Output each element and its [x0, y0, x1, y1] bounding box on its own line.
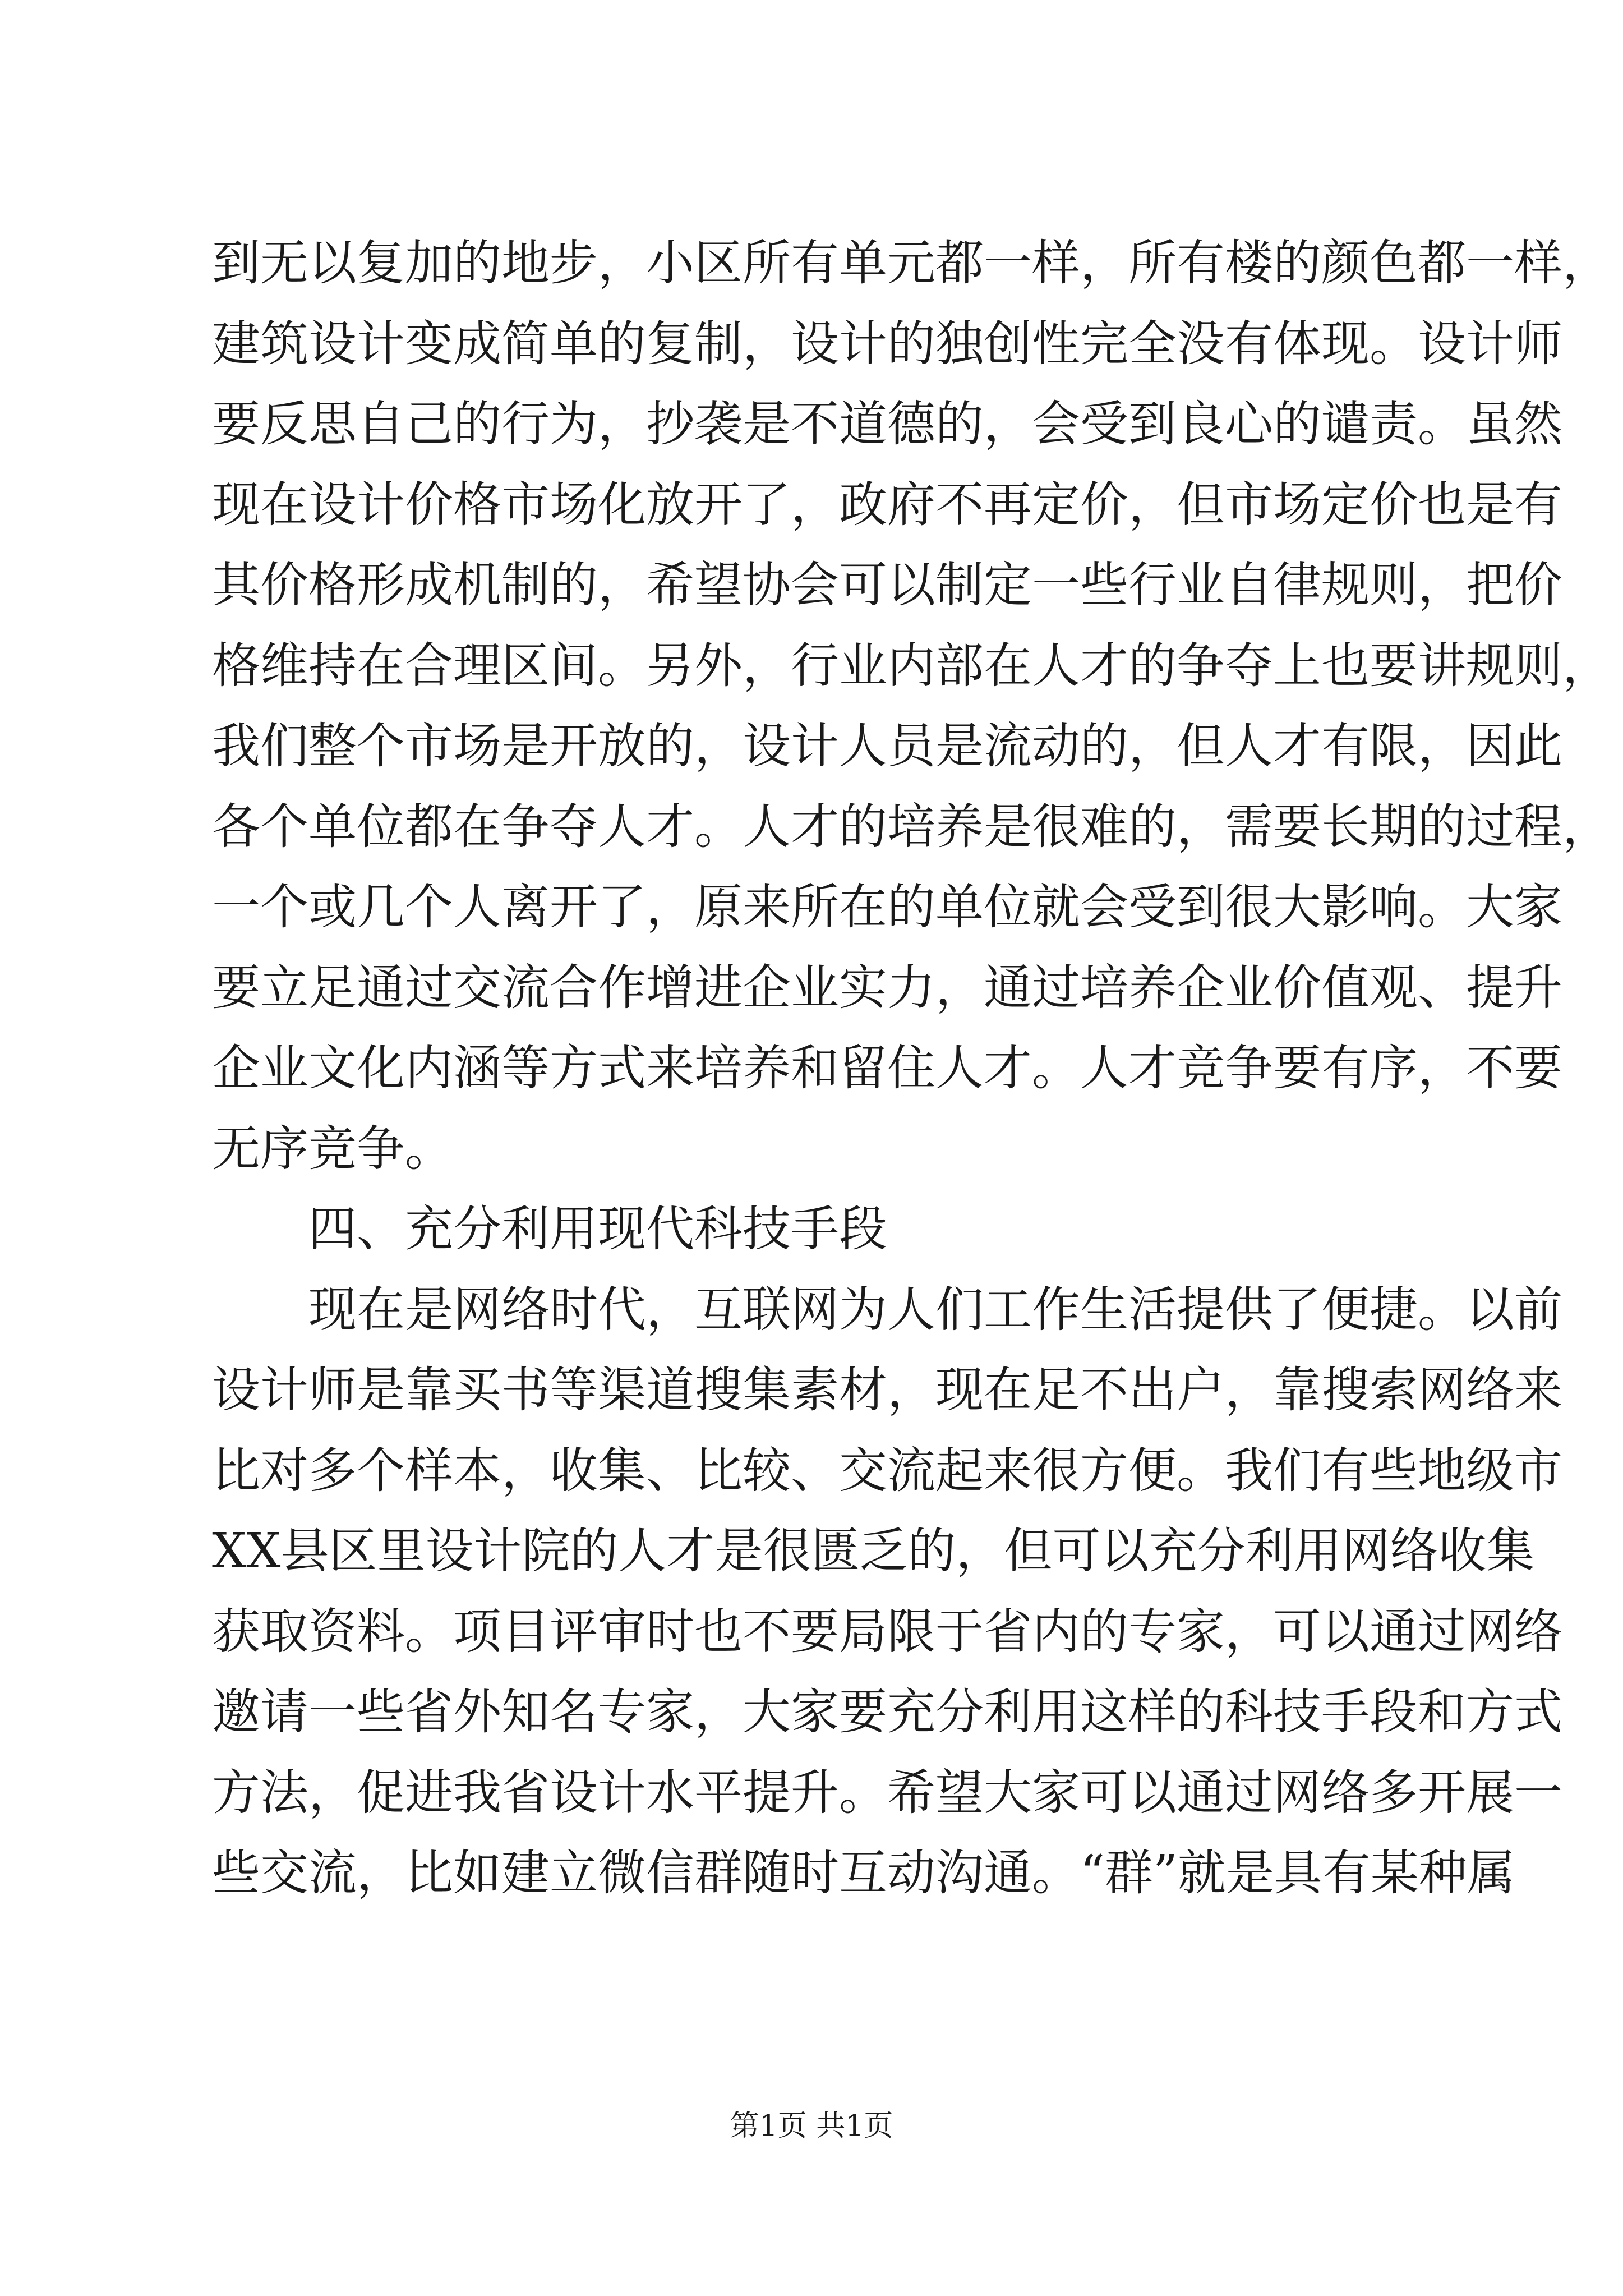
text-line: XX县区里设计院的人才是很匮乏的，但可以充分利用网络收集 [212, 1523, 1535, 1579]
text-line: 到无以复加的地步，小区所有单元都一样，所有楼的颜色都一样， [212, 235, 1611, 291]
text-line: 无序竞争。 [212, 1120, 453, 1177]
text-line: 获取资料。项目评审时也不要局限于省内的专家，可以通过网络 [212, 1603, 1562, 1660]
text-line: 各个单位都在争夺人才。人才的培养是很难的，需要长期的过程， [212, 798, 1611, 855]
text-line: 比对多个样本，收集、比较、交流起来很方便。我们有些地级市 [212, 1442, 1562, 1499]
section-heading: 四、充分利用现代科技手段 [308, 1201, 887, 1257]
text-line: 现在设计价格市场化放开了，政府不再定价，但市场定价也是有 [212, 476, 1562, 533]
paragraph-1 [212, 223, 1611, 1189]
body-text [212, 223, 1611, 1914]
text-line: 一个或几个人离开了，原来所在的单位就会受到很大影响。大家 [212, 879, 1562, 935]
page-number-footer: 第1页 共1页 [730, 2109, 893, 2143]
text-line: 些交流，比如建立微信群随时互动沟通。“群”就是具有某种属 [212, 1845, 1515, 1901]
text-line: 要立足通过交流合作增进企业实力，通过培养企业价值观、提升 [212, 959, 1562, 1016]
text-line: 我们整个市场是开放的，设计人员是流动的，但人才有限，因此 [212, 718, 1562, 774]
text-line: 现在是网络时代，互联网为人们工作生活提供了便捷。以前 [308, 1281, 1562, 1338]
text-line: 企业文化内涵等方式来培养和留住人才。人才竞争要有序，不要 [212, 1040, 1562, 1096]
text-line: 要反思自己的行为，抄袭是不道德的，会受到良心的谴责。虽然 [212, 396, 1562, 452]
text-line: 建筑设计变成简单的复制，设计的独创性完全没有体现。设计师 [212, 315, 1562, 372]
text-line: 方法，促进我省设计水平提升。希望大家可以通过网络多开展一 [212, 1764, 1562, 1821]
text-line: 设计师是靠买书等渠道搜集素材，现在足不出户，靠搜索网络来 [212, 1362, 1562, 1418]
text-line: 其价格形成机制的，希望协会可以制定一些行业自律规则，把价 [212, 557, 1562, 613]
paragraph-2 [212, 1270, 1562, 1914]
text-line: 格维持在合理区间。另外，行业内部在人才的争夺上也要讲规则， [212, 637, 1611, 694]
text-line: 邀请一些省外知名专家，大家要充分利用这样的科技手段和方式 [212, 1684, 1562, 1740]
